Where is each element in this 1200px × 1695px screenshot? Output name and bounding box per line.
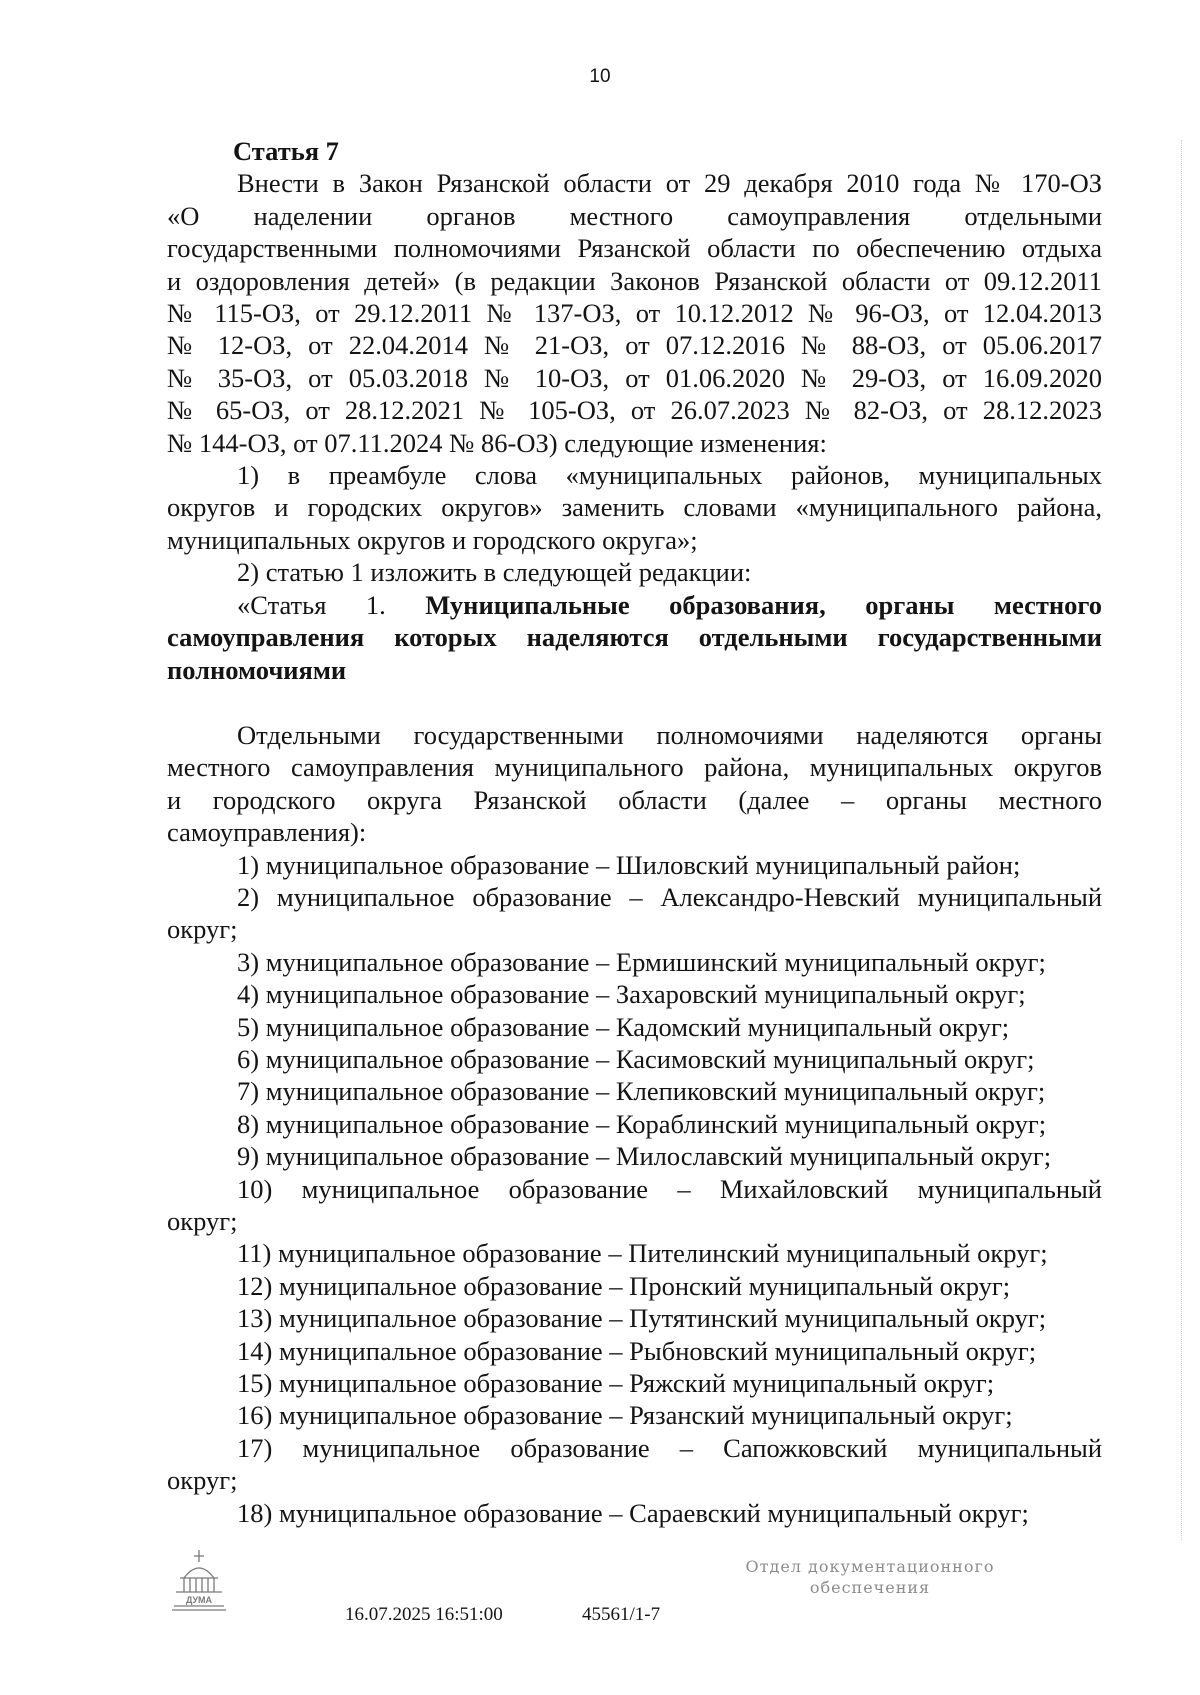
- change-1-line: округов и городских округов» заменить словами «муниципального района,: [167, 492, 1102, 523]
- list-item: 6) муниципальное образование – Касимовский муниципальный округ;: [237, 1043, 1035, 1074]
- new-article-heading-line: полномочиями: [167, 654, 347, 685]
- list-item: 2) муниципальное образование – Александро-Невский муниципальный: [237, 881, 1102, 912]
- change-2: 2) статью 1 изложить в следующей редакции:: [237, 557, 752, 588]
- list-item: 15) муниципальное образование – Ряжский муниципальный округ;: [237, 1368, 995, 1399]
- body-line: Отдельными государственными полномочиями наделяются органы: [237, 719, 1102, 750]
- intro-line: и оздоровления детей» (в редакции Законов Рязанской области от 09.12.2011: [167, 265, 1102, 296]
- list-item: 3) муниципальное образование – Ермишинский муниципальный округ;: [237, 946, 1046, 977]
- intro-line: № 12-ОЗ, от 22.04.2014 № 21-ОЗ, от 07.12.2016 № 88-ОЗ, от 05.06.2017: [167, 330, 1102, 361]
- list-item: 12) муниципальное образование – Пронский муниципальный округ;: [237, 1270, 1011, 1301]
- list-item: 11) муниципальное образование – Пителинский муниципальный округ;: [237, 1238, 1048, 1269]
- body-line: самоуправления):: [167, 817, 367, 848]
- list-item-continuation: округ;: [167, 914, 238, 945]
- logo-text: ДУМА: [185, 1595, 213, 1605]
- intro-line: № 115-ОЗ, от 29.12.2011 № 137-ОЗ, от 10.12.2012 № 96-ОЗ, от 12.04.2013: [167, 298, 1102, 329]
- spacer: [167, 686, 1102, 719]
- list-item: 17) муниципальное образование – Сапожковский муниципальный: [237, 1432, 1102, 1463]
- new-article-heading-text: Муниципальные образования, органы местного: [425, 589, 1102, 620]
- list-item: 5) муниципальное образование – Кадомский муниципальный округ;: [237, 1011, 1010, 1042]
- list-item: 7) муниципальное образование – Клепиковский муниципальный округ;: [237, 1076, 1046, 1107]
- list-item-continuation: округ;: [167, 1465, 238, 1496]
- intro-line: государственными полномочиями Рязанской области по обеспечению отдыха: [167, 233, 1102, 264]
- list-item: 18) муниципальное образование – Сараевский муниципальный округ;: [237, 1497, 1029, 1528]
- new-article-heading-line: самоуправления которых наделяются отдельными государственными: [167, 622, 1102, 653]
- document-body: [167, 135, 1102, 1529]
- duma-logo-icon: [170, 1548, 228, 1614]
- scan-edge-marks: [1178, 140, 1182, 1540]
- footer-doc-number: 45561/1-7: [582, 1604, 661, 1625]
- list-item: 1) муниципальное образование – Шиловский муниципальный район;: [237, 849, 1021, 880]
- article-title: Статья 7: [233, 136, 339, 166]
- new-article-heading-line: [167, 589, 1102, 621]
- footer-datetime: 16.07.2025 16:51:00: [345, 1604, 503, 1625]
- stamp-line: обеспечения: [809, 1578, 931, 1597]
- list-item: 14) муниципальное образование – Рыбновский муниципальный округ;: [237, 1335, 1037, 1366]
- new-article-prefix: «Статья 1.: [237, 589, 426, 620]
- intro-line: Внести в Закон Рязанской области от 29 декабря 2010 года № 170-ОЗ: [237, 168, 1102, 199]
- list-item-continuation: округ;: [167, 1206, 238, 1236]
- intro-line: № 35-ОЗ, от 05.03.2018 № 10-ОЗ, от 01.06.2020 № 29-ОЗ, от 16.09.2020: [167, 362, 1102, 393]
- change-1-line: муниципальных округов и городского округа»;: [167, 524, 698, 555]
- list-item: 10) муниципальное образование – Михайловский муниципальный: [237, 1173, 1102, 1204]
- list-item: 8) муниципальное образование – Кораблинский муниципальный округ;: [237, 1108, 1047, 1139]
- intro-line: № 144-ОЗ, от 07.11.2024 № 86-ОЗ) следующие изменения:: [167, 427, 827, 458]
- department-stamp: [700, 1556, 1040, 1598]
- body-line: местного самоуправления муниципального района, муниципальных округов: [167, 752, 1102, 783]
- change-1-line: 1) в преамбуле слова «муниципальных районов, муниципальных: [237, 460, 1102, 491]
- list-item: 4) муниципальное образование – Захаровский муниципальный округ;: [237, 979, 1026, 1010]
- list-item: 16) муниципальное образование – Рязанский муниципальный округ;: [237, 1400, 1013, 1431]
- page-number: 10: [589, 66, 611, 87]
- intro-line: № 65-ОЗ, от 28.12.2021 № 105-ОЗ, от 26.07.2023 № 82-ОЗ, от 28.12.2023: [167, 395, 1102, 426]
- list-item: 13) муниципальное образование – Путятинский муниципальный округ;: [237, 1303, 1047, 1334]
- intro-line: «О наделении органов местного самоуправления отдельными: [167, 200, 1102, 231]
- list-item: 9) муниципальное образование – Милославский муниципальный округ;: [237, 1141, 1052, 1172]
- stamp-line: Отдел документационного: [745, 1557, 995, 1576]
- body-line: и городского округа Рязанской области (далее – органы местного: [167, 784, 1102, 815]
